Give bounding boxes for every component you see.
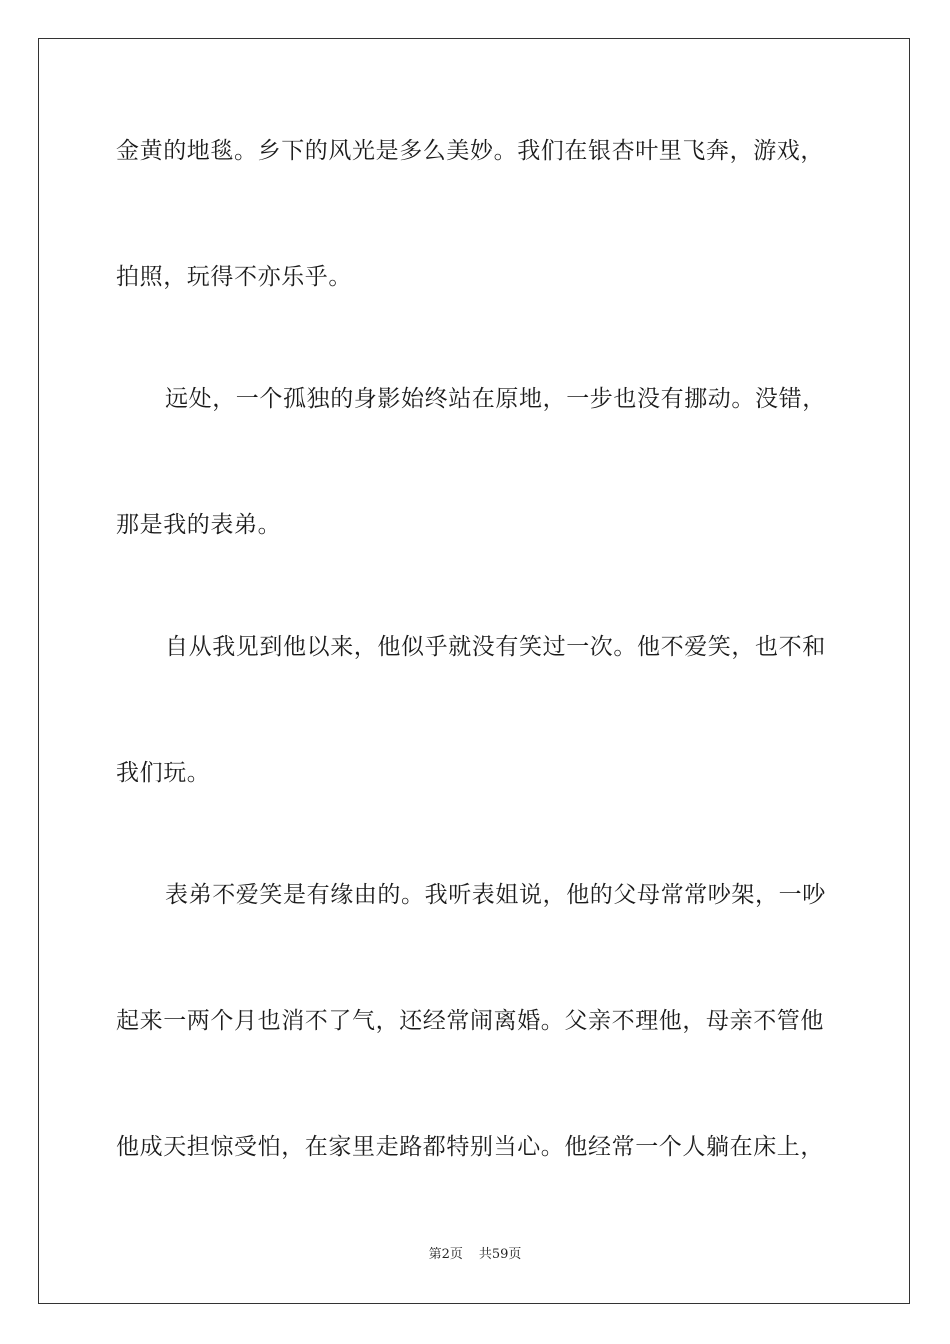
page-number: 第2页 — [428, 1247, 463, 1262]
body-line: 自从我见到他以来，他似乎就没有笑过一次。他不爱笑，也不和 — [165, 634, 826, 660]
page-footer — [0, 1246, 950, 1264]
body-line: 表弟不爱笑是有缘由的。我听表姐说，他的父母常常吵架，一吵 — [165, 882, 826, 908]
body-line: 起来一两个月也消不了气，还经常闹离婚。父亲不理他，母亲不管他 — [116, 1008, 824, 1034]
page-border — [38, 38, 910, 1304]
body-line: 他成天担惊受怕，在家里走路都特别当心。他经常一个人躺在床上， — [116, 1134, 824, 1160]
body-line: 金黄的地毯。乡下的风光是多么美妙。我们在银杏叶里飞奔，游戏， — [116, 138, 824, 164]
body-line: 远处，一个孤独的身影始终站在原地，一步也没有挪动。没错， — [165, 386, 826, 412]
body-line: 拍照，玩得不亦乐乎。 — [116, 264, 352, 290]
page-total: 共59页 — [478, 1247, 522, 1262]
body-line: 那是我的表弟。 — [116, 512, 282, 538]
body-line: 我们玩。 — [116, 760, 211, 786]
